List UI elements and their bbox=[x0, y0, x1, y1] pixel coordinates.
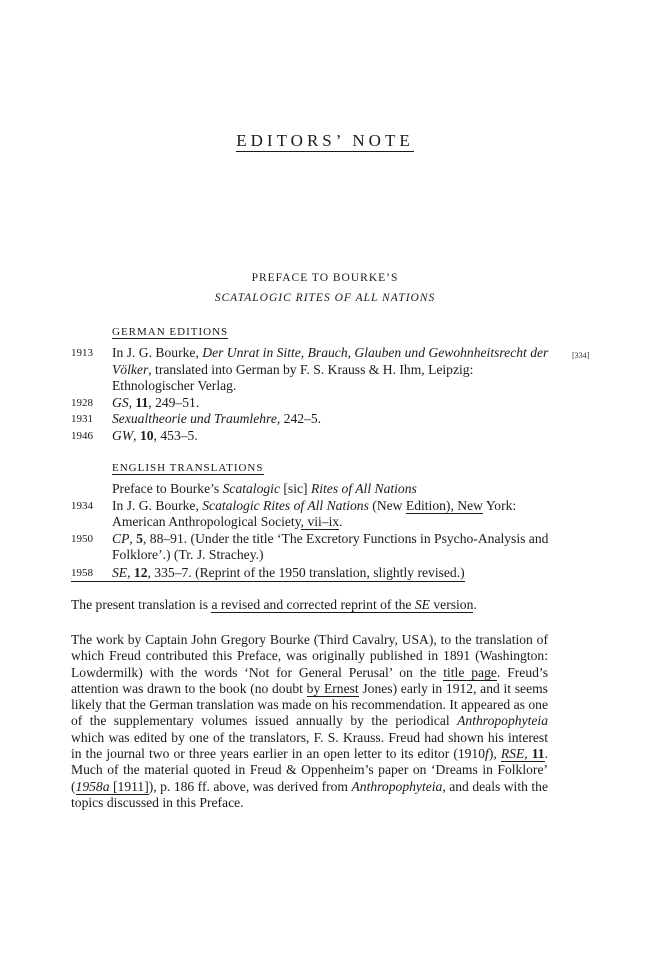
english-translations-heading: ENGLISH TRANSLATIONS bbox=[112, 462, 264, 474]
entry-year: 1928 bbox=[71, 396, 93, 409]
list-item bbox=[71, 498, 551, 531]
list-item bbox=[71, 411, 551, 428]
german-editions-heading: GERMAN EDITIONS bbox=[112, 326, 229, 338]
entry-year: 1934 bbox=[71, 499, 93, 512]
entry-year: 1950 bbox=[71, 532, 93, 545]
entry-text: SE, 12, 335–7. (Reprint of the 1950 translation, slightly revised.) bbox=[112, 564, 465, 580]
paragraph-background: The work by Captain John Gregory Bourke (Third Cavalry, USA), to the translation of which Freud contributed this Preface, was originally published in 1891 (Washington: Lowdermilk) with the words ‘Not for General Perusal’ on the title page. Freud’s attention was drawn to the book (no doubt by Ernest Jones) early in 1912, and it seems likely that the German translation was made on his recommendation. It appeared as one of the supplementary volumes issued annually by the periodical Anthropophyteia which was edited by one of the translators, F. S. Krauss. Freud had shown his interest in the journal two or three years earlier in an open letter to its editor (1910f), RSE, 11. Much of the material quoted in Freud & Oppenheim’s paper on ‘Dreams in Folklore’ (1958a [1911]), p. 186 ff. above, was derived from Anthropophyteia, and deals with the topics discussed in this Preface. bbox=[71, 632, 548, 810]
preface-heading bbox=[0, 268, 650, 308]
entry-text: GW, 10, 453–5. bbox=[112, 427, 198, 443]
entry-year: 1946 bbox=[71, 429, 93, 442]
german-editions-list bbox=[71, 345, 551, 444]
entry-year: 1913 bbox=[71, 347, 93, 359]
page-title: EDITORS’ NOTE bbox=[236, 131, 414, 150]
list-item bbox=[71, 531, 551, 564]
list-item bbox=[71, 428, 551, 445]
entry-text: In J. G. Bourke, Der Unrat in Sitte, Brauch, Glauben und Gewohnheitsrecht der Völker, translated into German by F. S. Krauss & H. Ihm, Leipzig: Ethnologischer Verlag. bbox=[112, 345, 549, 393]
list-item bbox=[71, 395, 551, 412]
list-item bbox=[71, 345, 551, 395]
english-translations-list bbox=[71, 481, 551, 582]
entry-text: In J. G. Bourke, Scatalogic Rites of All Nations (New Edition), New York: American Anthropological Society, vii–ix. bbox=[112, 497, 517, 529]
entry-text: CP, 5, 88–91. (Under the title ‘The Excretory Functions in Psycho-Analysis and Folklore’.) (Tr. J. Strachey.) bbox=[112, 530, 549, 562]
entry-year: 1958 bbox=[71, 566, 93, 579]
margin-page-ref: [334] bbox=[572, 351, 590, 360]
list-item bbox=[71, 481, 551, 498]
entry-text: GS, 11, 249–51. bbox=[112, 394, 200, 410]
entry-year: 1931 bbox=[71, 413, 93, 425]
entry-text: Preface to Bourke’s Scatalogic [sic] Rites of All Nations bbox=[112, 481, 417, 496]
preface-title-line1: PREFACE TO BOURKE’S bbox=[251, 272, 399, 284]
preface-title-line2: SCATALOGIC RITES OF ALL NATIONS bbox=[214, 292, 436, 304]
list-item bbox=[71, 565, 465, 583]
paragraph-translation-note: The present translation is a revised and corrected reprint of the SE version. bbox=[71, 597, 477, 612]
entry-text: Sexualtheorie und Traumlehre, 242–5. bbox=[112, 411, 322, 426]
